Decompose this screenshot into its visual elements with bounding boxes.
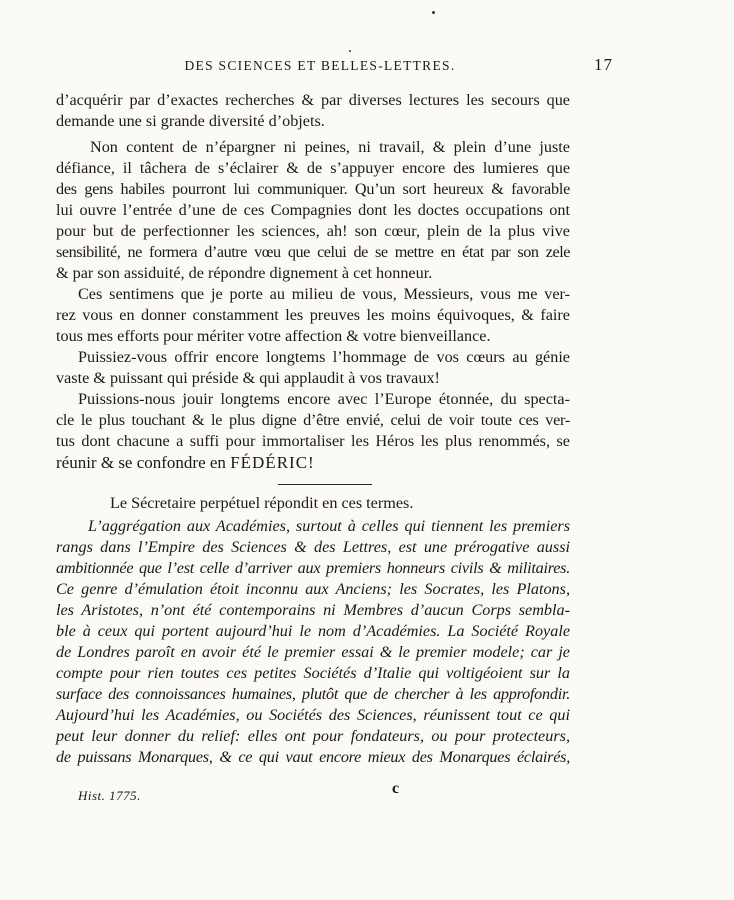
running-title: DES SCIENCES ET BELLES-LETTRES. (184, 58, 456, 73)
sheet-signature: c (392, 780, 400, 797)
section-divider (278, 484, 372, 485)
text-line: sensibilité, ne formera d’autre vœu que celui de se mettre en état par son zele (56, 243, 570, 261)
reply-line: les Aristotes, n’ont été contemporains ni Membres d’aucun Corps sembla- (56, 601, 570, 619)
reply-line: de puissans Monarques, & ce qui vaut encore mieux des Monarques éclairés, (56, 748, 570, 766)
ink-speck (432, 11, 435, 14)
text-line: & par son assiduité, de répondre dignement à cet honneur. (56, 264, 433, 282)
page-number: 17 (594, 55, 613, 74)
reply-line: ambitionnée que l’est celle d’arriver aux premiers honneurs civils & militaires. (56, 559, 570, 577)
text-line: Non content de n’épargner ni peines, ni travail, & plein d’une juste (90, 138, 570, 156)
text-line: vaste & puissant qui préside & qui applaudit à vos travaux! (56, 369, 440, 387)
text-line: d’acquérir par d’exactes recherches & par diverses lectures les secours que (56, 91, 570, 109)
text-line: lui ouvre l’entrée d’une de ces Compagnies dont les doctes occupations ont (56, 201, 570, 219)
reply-line: ble à ceux qui portent aujourd’hui le nom d’Académies. La Société Royale (56, 622, 570, 640)
dedicatee-name: FÉDÉRIC! (230, 453, 315, 472)
text-line: des gens habiles pourront lui communiquer. Qu’un sort heureux & favorable (56, 180, 570, 198)
reply-line: Aujourd’hui les Académies, ou Sociétés des Sciences, réunissent tout ce qui (56, 706, 570, 724)
text-line: rez vous en donner constamment les preuves les moins équivoques, & faire (56, 306, 570, 324)
reply-line: surface des connoissances humaines, plutôt que de chercher à les approfondir. (56, 685, 570, 703)
text-line: Puissions-nous jouir longtems encore avec l’Europe étonnée, du specta- (78, 390, 570, 408)
text-line: pour but de perfectionner les sciences, ah! son cœur, plein de la plus vive (56, 222, 570, 240)
section-heading: Le Sécretaire perpétuel répondit en ces termes. (110, 494, 414, 512)
signature-mark: Hist. 1775. (78, 788, 141, 803)
text-line: cle le plus touchant & le plus digne d’être envié, celui de voir toute ces ver- (56, 411, 570, 429)
reply-line: compte pour rien toutes ces petites Sociétés d’Italie qui voltigéoient sur la (56, 664, 570, 682)
text-line-prefix: réunir & se confondre en (56, 453, 231, 472)
text-line: tus dont chacune a suffi pour immortaliser les Héros les plus renommés, se (56, 432, 570, 450)
text-line: Puissiez-vous offrir encore longtems l’hommage de vos cœurs au génie (78, 348, 570, 366)
reply-line: L’aggrégation aux Académies, surtout à celles qui tiennent les premiers (88, 517, 570, 535)
ink-speck (349, 50, 351, 52)
reply-line: peut leur donner du relief: elles ont pour fondateurs, ou pour protecteurs, (56, 727, 570, 745)
reply-line: rangs dans l’Empire des Sciences & des Lettres, est une prérogative aussi (56, 538, 570, 556)
text-line: demande une si grande diversité d’objets. (56, 112, 325, 130)
text-line: tous mes efforts pour mériter votre affection & votre bienveillance. (56, 327, 491, 345)
reply-line: Ce genre d’émulation étoit inconnu aux Anciens; les Socrates, les Platons, (56, 580, 570, 598)
reply-line: de Londres paroît en avoir été le premier essai & le premier modele; car je (56, 643, 570, 661)
text-line: défiance, il tâchera de s’éclairer & de s’appuyer encore des lumieres que (56, 159, 570, 177)
text-line (56, 453, 570, 473)
text-line: Ces sentimens que je porte au milieu de vous, Messieurs, vous me ver- (78, 285, 570, 303)
